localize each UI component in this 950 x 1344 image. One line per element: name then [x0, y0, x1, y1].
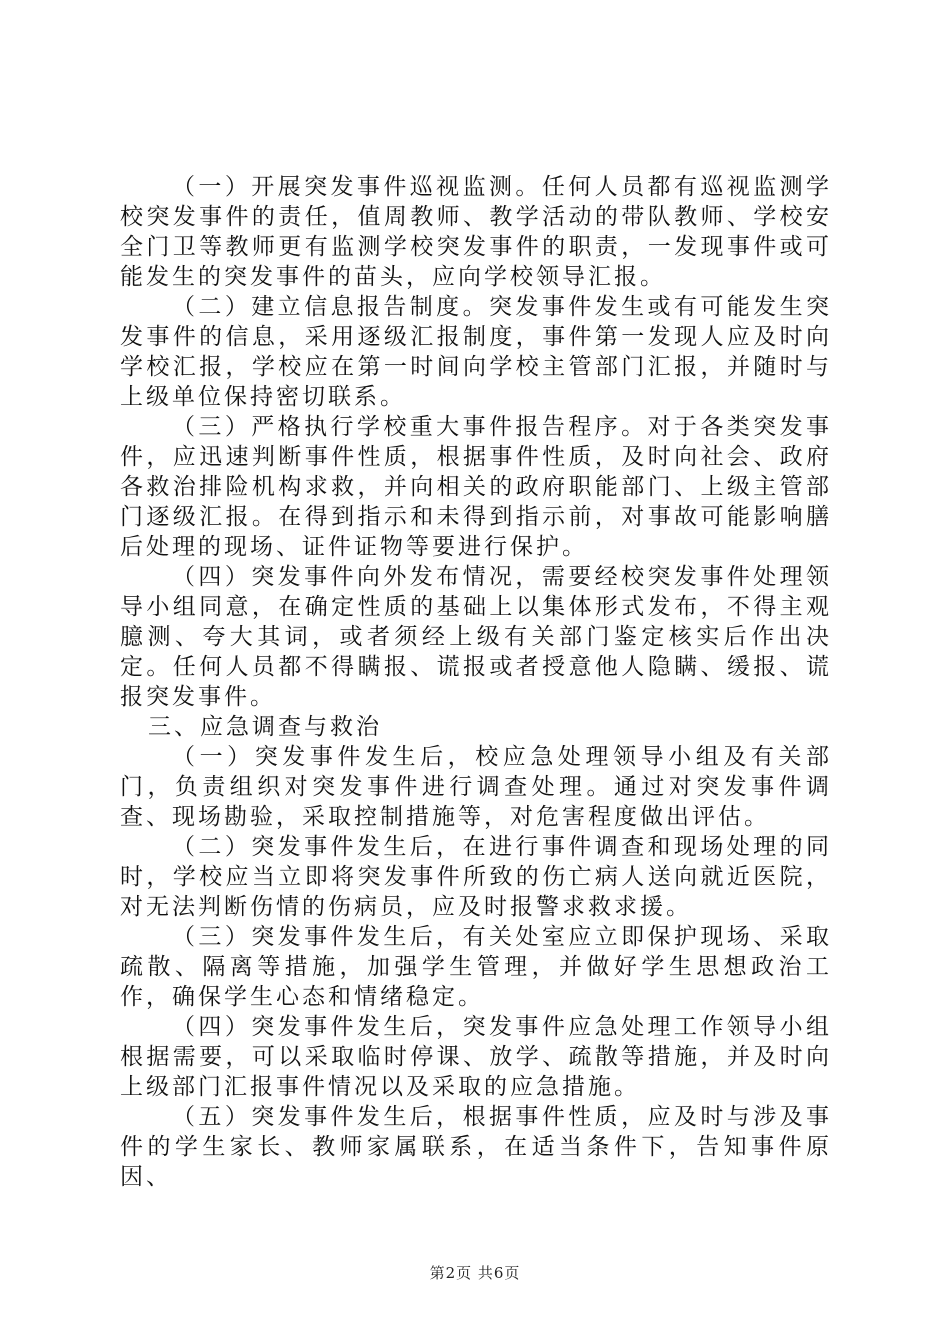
- paragraph-7: （三）突发事件发生后，有关处室应立即保护现场、采取疏散、隔离等措施，加强学生管理，并做好学生思想政治工作，确保学生心态和情绪稳定。: [120, 924, 832, 1010]
- paragraph-8: （四）突发事件发生后，突发事件应急处理工作领导小组根据需要，可以采取临时停课、放学、疏散等措施，并及时向上级部门汇报事件情况以及采取的应急措施。: [120, 1014, 832, 1100]
- paragraph-1: （一）开展突发事件巡视监测。任何人员都有巡视监测学校突发事件的责任，值周教师、教学活动的带队教师、学校安全门卫等教师更有监测学校突发事件的职责，一发现事件或可能发生的突发事件的苗头，应向学校领导汇报。: [120, 174, 832, 290]
- document-body: [120, 172, 832, 1192]
- paragraph-2: （二）建立信息报告制度。突发事件发生或有可能发生突发事件的信息，采用逐级汇报制度，事件第一发现人应及时向学校汇报，学校应在第一时间向学校主管部门汇报，并随时与上级单位保持密切联系。: [120, 294, 832, 410]
- paragraph-6: （二）突发事件发生后，在进行事件调查和现场处理的同时，学校应当立即将突发事件所致的伤亡病人送向就近医院，对无法判断伤情的伤病员，应及时报警求救求援。: [120, 834, 832, 920]
- paragraph-9: （五）突发事件发生后，根据事件性质，应及时与涉及事件的学生家长、教师家属联系，在适当条件下，告知事件原因、: [120, 1104, 832, 1190]
- section-heading: 三、应急调查与救治: [148, 714, 382, 740]
- paragraph-5: （一）突发事件发生后，校应急处理领导小组及有关部门，负责组织对突发事件进行调查处理。通过对突发事件调查、现场勘验，采取控制措施等，对危害程度做出评估。: [120, 744, 832, 830]
- paragraph-3: （三）严格执行学校重大事件报告程序。对于各类突发事件，应迅速判断事件性质，根据事件性质，及时向社会、政府各救治排险机构求救，并向相关的政府职能部门、上级主管部门逐级汇报。在得到指示和未得到指示前，对事故可能影响膳后处理的现场、证件证物等要进行保护。: [120, 414, 832, 560]
- paragraph-4: （四）突发事件向外发布情况，需要经校突发事件处理领导小组同意，在确定性质的基础上以集体形式发布，不得主观臆测、夸大其词，或者须经上级有关部门鉴定核实后作出决定。任何人员都不得瞒报、谎报或者授意他人隐瞒、缓报、谎报突发事件。: [120, 564, 832, 710]
- page-footer: 第2页 共6页: [429, 1264, 521, 1282]
